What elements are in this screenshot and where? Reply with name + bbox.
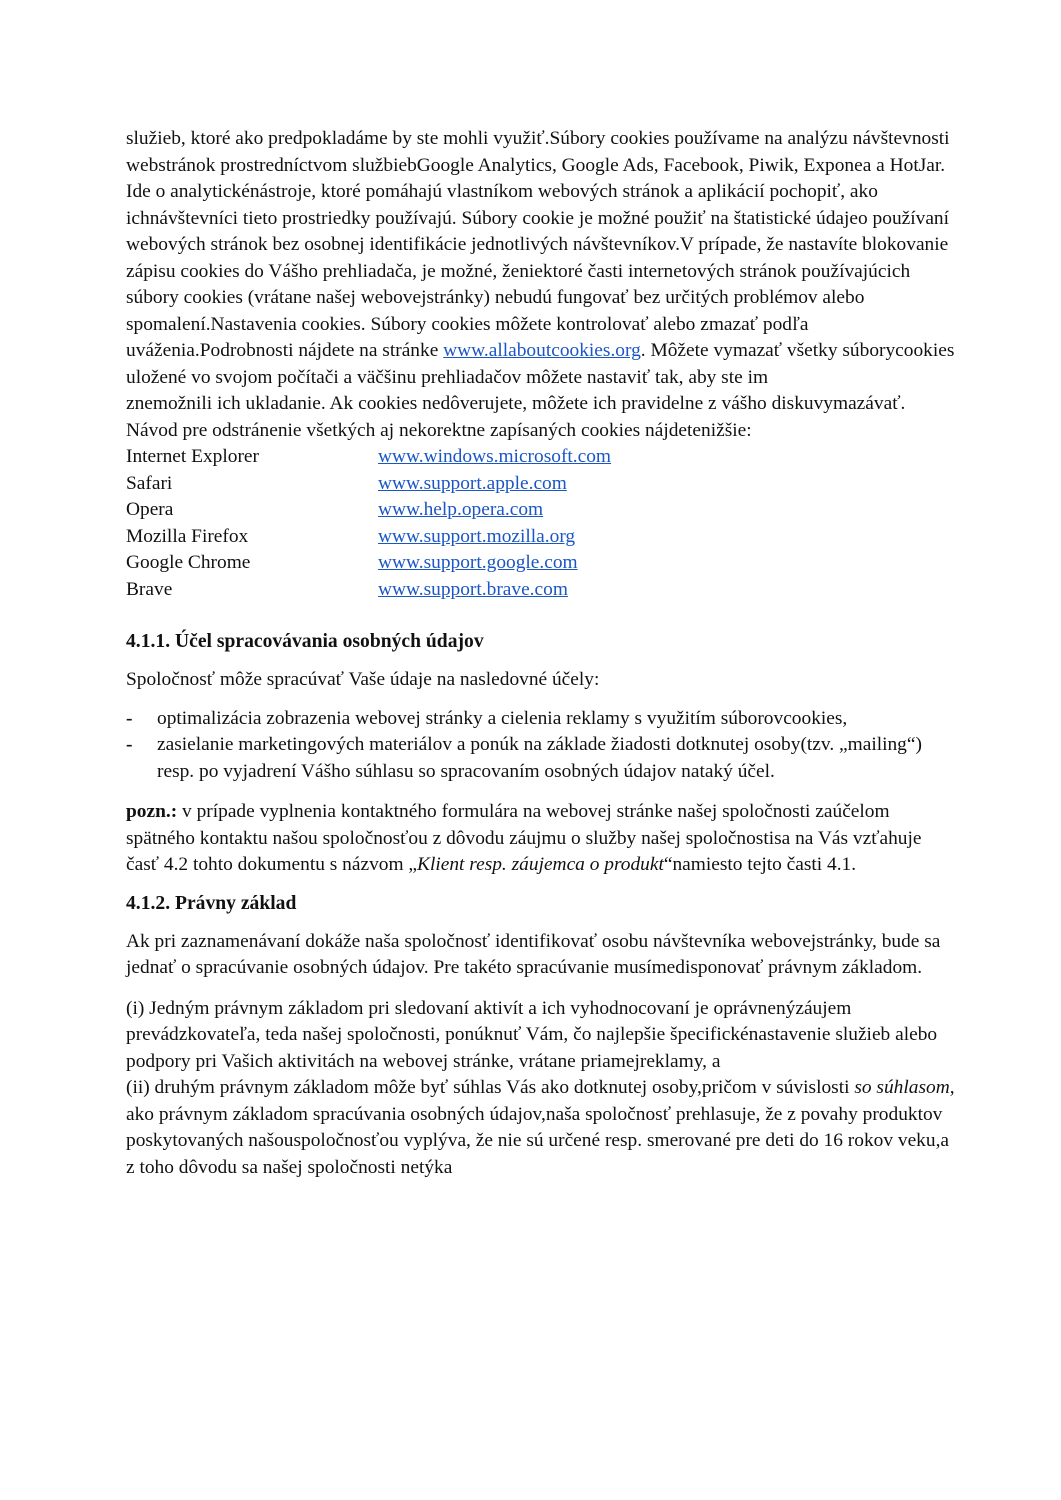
legal-basis-second: (ii) druhým právnym základom môže byť súhlas Vás ako dotknutej osoby,pričom v súvislosti [126,1077,855,1098]
section-412-heading: 4.1.2. Právny základ [126,892,297,914]
legal-basis-paragraph: Ak pri zaznamenávaní dokáže naša spoločnosť identifikovať osobu návštevníka webovejstránky, bude sa jednať o spracúvanie osobných údajov. Pre takéto spracúvanie musímedisponovať právnym základom. [126,930,941,978]
note-italic: Klient resp. záujemca o produkt [417,854,664,875]
browser-list [126,444,956,603]
browser-name: Opera [126,499,174,520]
bullet-marker: - [126,707,133,729]
note-paragraph [126,799,956,879]
browser-row [126,444,956,471]
cookies-removal-paragraph: znemožnili ich ukladanie. Ak cookies nedôverujete, môžete ich pravidelne z vášho diskuvymazávať. Návod pre odstránenie všetkých aj nekorektne zapísaných cookies nájdetenižšie: [126,393,906,441]
browser-link[interactable]: www.support.brave.com [378,578,568,600]
legal-basis-first: (i) Jedným právnym základom pri sledovaní aktivít a ich vyhodnocovaní je oprávnenýzáujem prevádzkovateľa, teda našej spoločnosti, ponúknuť Vám, čo najlepšie špecifickénastavenie služieb alebo podpory pri Vašich aktivitách na webovej stránke, vrátane priamejreklamy, a [126,997,938,1072]
list-item-text: zasielanie marketingových materiálov a ponúk na základe žiadosti dotknutej osoby(tzv. „mailing“) resp. po vyjadrení Vášho súhlasu so spracovaním osobných údajov nataký účel. [157,734,922,782]
browser-row [126,497,956,524]
browser-name: Google Chrome [126,552,251,573]
browser-name: Safari [126,472,173,494]
note-after: “namiesto tejto časti 4.1. [663,854,857,875]
allaboutcookies-link[interactable]: www.allaboutcookies.org [443,340,641,361]
browser-row [126,524,956,551]
legal-basis-second-after: , ako právnym základom spracúvania osobných údajov,naša spoločnosť prehlasuje, že z povahy produktov poskytovaných našouspoločnosťou vyplýva, že nie sú určené resp. smerované pre deti do 16 rokov veku,a z toho dôvodu sa našej spoločnosti netýka [126,1077,955,1178]
section-411-intro: Spoločnosť môže spracúvať Vaše údaje na nasledovné účely: [126,669,600,690]
purpose-list [126,706,956,786]
browser-name: Internet Explorer [126,446,259,467]
cookies-paragraph-after: . Môžete vymazať všetky súborycookies uložené vo svojom počítači a väčšinu prehliadačov môžete nastaviť tak, aby ste im [126,340,955,388]
browser-row [126,550,956,577]
legal-basis-italic: so súhlasom [854,1077,950,1098]
section-411-heading: 4.1.1. Účel spracovávania osobných údajov [126,631,484,652]
browser-row [126,577,956,604]
list-item [126,732,956,785]
browser-link[interactable]: www.support.google.com [378,552,578,573]
browser-name: Brave [126,578,173,600]
browser-link[interactable]: www.help.opera.com [378,499,544,520]
cookies-paragraph-text: služieb, ktoré ako predpokladáme by ste mohli využiť.Súbory cookies používame na analýzu návštevnosti webstránok prostredníctvom službiebGoogle Analytics, Google Ads, Facebook, Piwik, Exponea a HotJar. Ide o analytickénástroje, ktoré pomáhajú vlastníkom webových stránok a aplikácií pochopiť, ako ichnávštevníci tieto prostriedky používajú. Súbory cookie je možné použiť na štatistické údajeo používaní webových stránok bez osobnej identifikácie jednotlivých návštevníkov.V prípade, že nastavíte blokovanie zápisu cookies do Vášho prehliadača, je možné, ženiektoré časti internetových stránok používajúcich súbory cookies (vrátane našej webovejstránky) nebudú fungovať bez určitých problémov alebo spomalení.Nastavenia cookies. Súbory cookies môžete kontrolovať alebo zmazať podľa uváženia.Podrobnosti nájdete na stránke [126,128,950,361]
browser-link[interactable]: www.support.apple.com [378,472,567,494]
bullet-marker: - [126,734,133,755]
legal-basis-details [126,996,956,1182]
document-page [126,126,956,1181]
browser-link[interactable]: www.support.mozilla.org [378,525,576,547]
note-label: pozn.: [126,801,178,822]
browser-name: Mozilla Firefox [126,525,249,547]
browser-link[interactable]: www.windows.microsoft.com [378,446,612,467]
note-text: v prípade vyplnenia kontaktného formulára na webovej stránke našej spoločnosti zaúčelom spätného kontaktu našou spoločnosťou z dôvodu záujmu o služby našej spoločnostisa na Vás vzťahuje časť 4.2 tohto dokumentu s názvom „ [126,801,922,875]
list-item [126,706,956,733]
cookies-paragraph [126,126,956,391]
browser-row [126,471,956,498]
list-item-text: optimalizácia zobrazenia webovej stránky a cielenia reklamy s využitím súborovcookies, [157,707,848,729]
